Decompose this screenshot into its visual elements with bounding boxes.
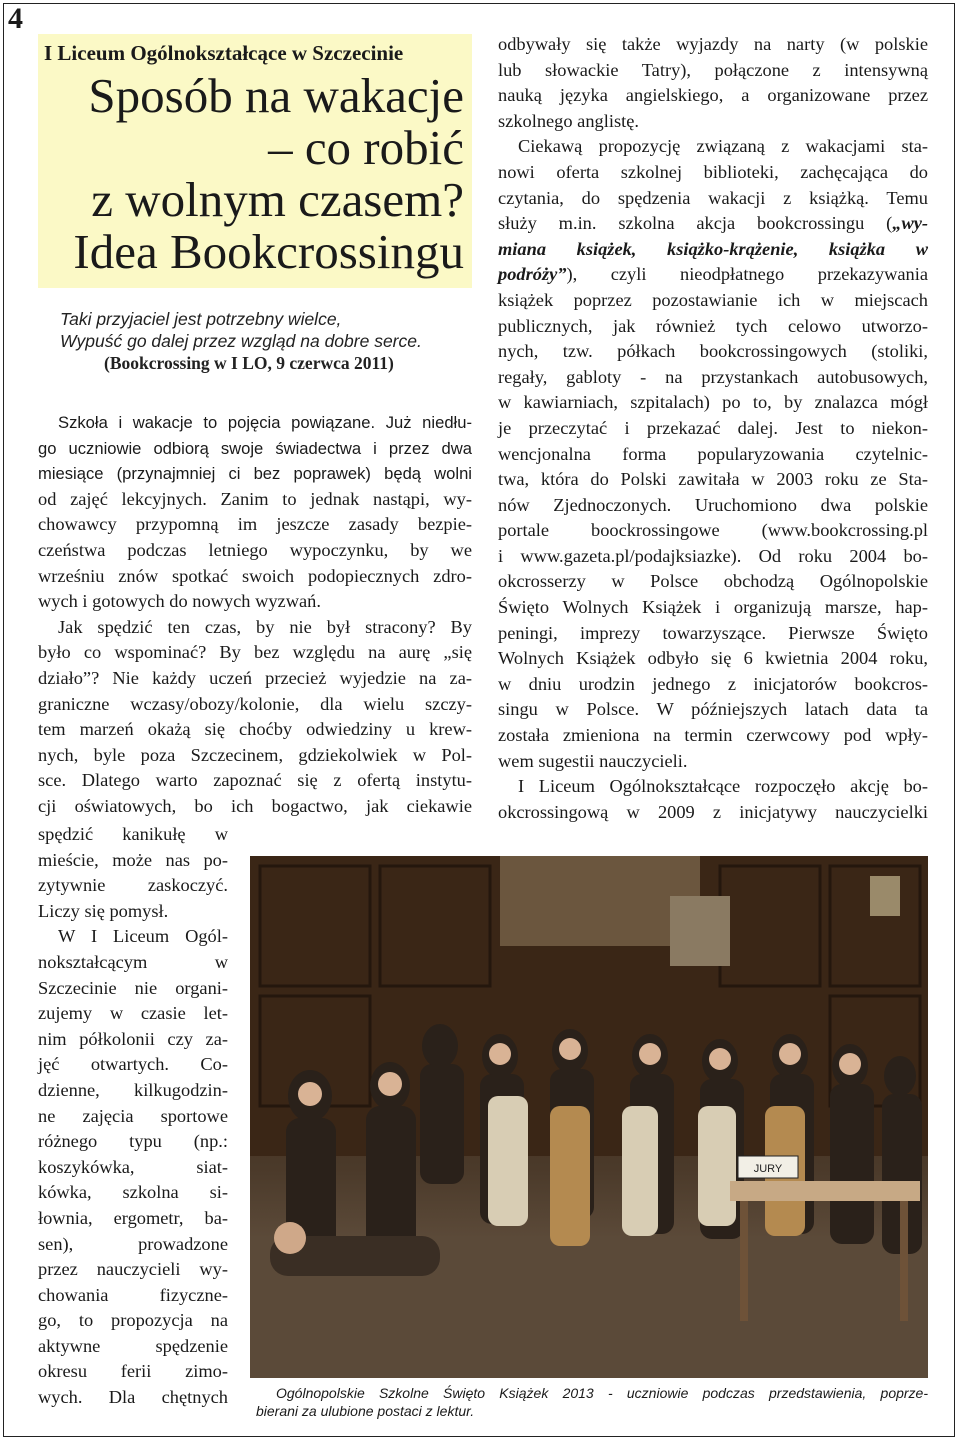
body-line: sce. Dlatego warto zapoznać się z ofertą instytu- (38, 770, 472, 791)
headline-line: Idea Bookcrossingu (73, 224, 464, 279)
body-text: ), czyli nieodpłatnego przekazywania (566, 264, 928, 285)
body-text: służy m.in. szkolna akcja bookcrossingu ( (498, 213, 893, 234)
body-line: peningi, imprezy towarzyszące. Pierwsze Święto (498, 622, 928, 643)
body-line: i www.gazeta.pl/podajksiazke). Od roku 2004 bo- (498, 545, 928, 566)
epigraph (60, 308, 470, 374)
body-line: graniczne wczasy/obozy/kolonie, dla wielu szczy- (38, 693, 472, 714)
body-line: w dniu urodzin jednego z inicjatorów bookcros- (498, 673, 928, 694)
body-line: okresu ferii zimo- (38, 1361, 228, 1382)
body-line: czeństwa podczas letniego wypoczynku, by we (38, 539, 472, 560)
body-line: ne zajęcia sportowe (38, 1105, 228, 1126)
body-line (498, 211, 928, 237)
jury-sign-text: JURY (753, 1163, 783, 1175)
body-line: go uczniowie odbiorą swoje świadectwa i przez dwa (38, 438, 472, 458)
headline (44, 70, 468, 278)
body-line: zujemy w czasie let- (38, 1003, 228, 1024)
emphasis-text: miana książek, książko-krążenie, książka w (498, 238, 928, 259)
body-line: miesiące (przynajmniej ci bez poprawek) będą wolni (38, 464, 472, 484)
body-line: Szkoła i wakacje to pojęcia powiązane. Już niedłu- (58, 413, 472, 432)
body-line: aktywne spędzenie (38, 1335, 228, 1356)
body-line: Liczy się pomysł. (38, 900, 169, 921)
body-line: W I Liceum Ogól- (58, 926, 228, 947)
body-line: nokształcącym w (38, 951, 228, 972)
body-line: regały, gabloty - na przystankach autobusowych, (498, 366, 928, 387)
body-line: zytywnie zaskoczyć. (38, 875, 228, 896)
body-line: nych, tzw. półkach bookcrossingowych (stoliki, (498, 341, 928, 362)
emphasis-text: „wy- (892, 213, 928, 234)
body-line: lub słowackie Tatry), połączone z intensywną (498, 59, 928, 80)
body-line: nim półkolonii czy za- (38, 1028, 228, 1049)
body-line: twa, która do Polski zawitała w 2003 roku ze Sta- (498, 469, 928, 490)
body-line: łownia, ergometr, ba- (38, 1207, 228, 1228)
body-line: nowi oferta szkolnej biblioteki, zachęcająca do (498, 161, 928, 182)
body-line (498, 262, 928, 288)
article-left-narrow-column (38, 822, 228, 1411)
body-line: Ciekawą propozycję związaną z wakacjami sta- (518, 136, 928, 157)
body-line: w kawiarniach, szpitalach) po to, by znalazca mógł (498, 392, 928, 413)
caption-line: Ogólnopolskie Szkolne Święto Książek 2013 - uczniowie podczas przedstawienia, poprze- (276, 1385, 928, 1401)
body-line: nów Zjednoczonych. Uruchomiono dwa polskie (498, 494, 928, 515)
body-line: Wolnych Książek odbyło się 6 kwietnia 2004 roku, (498, 648, 928, 669)
headline-line: – co robić (268, 120, 464, 175)
body-line: dzienne, kilkugodzin- (38, 1079, 228, 1100)
body-line: nauką języka angielskiego, a organizowane przez (498, 85, 928, 106)
photo-caption (256, 1384, 928, 1420)
body-line (498, 237, 928, 263)
article-right-column (498, 32, 928, 825)
headline-line: z wolnym czasem? (91, 172, 464, 227)
body-line: singu w Polsce. W późniejszych latach data ta (498, 699, 928, 720)
title-box (38, 34, 472, 288)
body-line: wencjonalna forma popularyzowania czytelnic- (498, 443, 928, 464)
photo-illustration (250, 856, 928, 1378)
body-line: odbywały się także wyjazdy na narty (w polskie (498, 34, 928, 54)
body-line: spędzić kanikułę w (38, 824, 228, 844)
body-line: mieście, może nas po- (38, 849, 228, 870)
body-line: było co wspominać? By bez względu na aurę „się (38, 642, 472, 663)
headline-line: Sposób na wakacje (88, 68, 464, 123)
body-line: I Liceum Ogólnokształcące rozpoczęło akcję bo- (518, 776, 928, 797)
school-name: I Liceum Ogólnokształcące w Szczecinie (44, 41, 404, 65)
body-line: portale boockrossingowe (www.bookcrossing.pl (498, 520, 928, 541)
body-line: sen), prowadzone (38, 1233, 228, 1254)
epigraph-line: Taki przyjaciel jest potrzebny wielce, (60, 309, 342, 329)
body-line: różnego typu (np.: (38, 1131, 228, 1152)
body-line: została zmieniona na termin czerwcowy pod wpły- (498, 725, 928, 746)
body-line: Jak spędzić ten czas, by nie był stracony? By (58, 616, 472, 637)
body-line: wem sugestii nauczycieli. (498, 750, 688, 771)
body-line: wych i gotowych do nowych wyzwań. (38, 591, 321, 612)
body-line: okcrossingową w 2009 z inicjatywy nauczycielki (498, 801, 928, 822)
body-line: go, to propozycja na (38, 1310, 228, 1331)
emphasis-text: podróży” (498, 264, 567, 285)
epigraph-line: Wypuść go dalej przez wzgląd na dobre serce. (60, 331, 422, 351)
body-line: publicznych, jak również tych celowo utworzo- (498, 315, 928, 336)
body-line: okcrosserzy w Polsce obchodzą Ogólnopolskie (498, 571, 928, 592)
body-line: wrześniu znów spotkać swoich podopiecznych zdro- (38, 565, 472, 586)
body-line: kówka, szkolna si- (38, 1182, 228, 1203)
body-line: chowania fizyczne- (38, 1284, 228, 1305)
body-line: czytania, do spędzenia wakacji z książką. Temu (498, 187, 928, 208)
caption-line: bierani za ulubione postaci z lektur. (256, 1403, 475, 1419)
body-line: nych, byle poza Szczecinem, gdziekolwiek w Pol- (38, 744, 472, 765)
body-line: je przeczytać i przekazać dalej. Jest to niekon- (498, 417, 928, 438)
body-line: tem marzeń okażą się choćby odwiedziny u krew- (38, 719, 472, 740)
page-number: 4 (8, 2, 23, 35)
body-line: jęć otwartych. Co- (38, 1054, 228, 1075)
body-line: wych. Dla chętnych (38, 1387, 228, 1408)
body-line: książek poprzez pozostawianie ich w miejscach (498, 289, 928, 310)
body-line: przez nauczycieli wy- (38, 1259, 228, 1280)
body-line: chowawcy przypomną im jeszcze zasady bezpie- (38, 514, 472, 535)
body-line: cji oświatowych, bo ich bogactwo, jak ciekawie (38, 795, 472, 816)
body-line: Święto Wolnych Książek i organizują marsze, hap- (498, 597, 928, 618)
body-line: od zajęć lekcyjnych. Zanim to jednak nastąpi, wy- (38, 488, 472, 509)
article-left-column (38, 410, 472, 820)
body-line: działo”? Nie każdy uczeń przecież wyjedzie na za- (38, 667, 472, 688)
epigraph-source: (Bookcrossing w I LO, 9 czerwca 2011) (104, 353, 394, 373)
body-line: koszykówka, siat- (38, 1156, 228, 1177)
body-line: Szczecinie nie organi- (38, 977, 228, 998)
group-photo (250, 856, 928, 1378)
body-line: szkolnego anglistę. (498, 110, 639, 131)
